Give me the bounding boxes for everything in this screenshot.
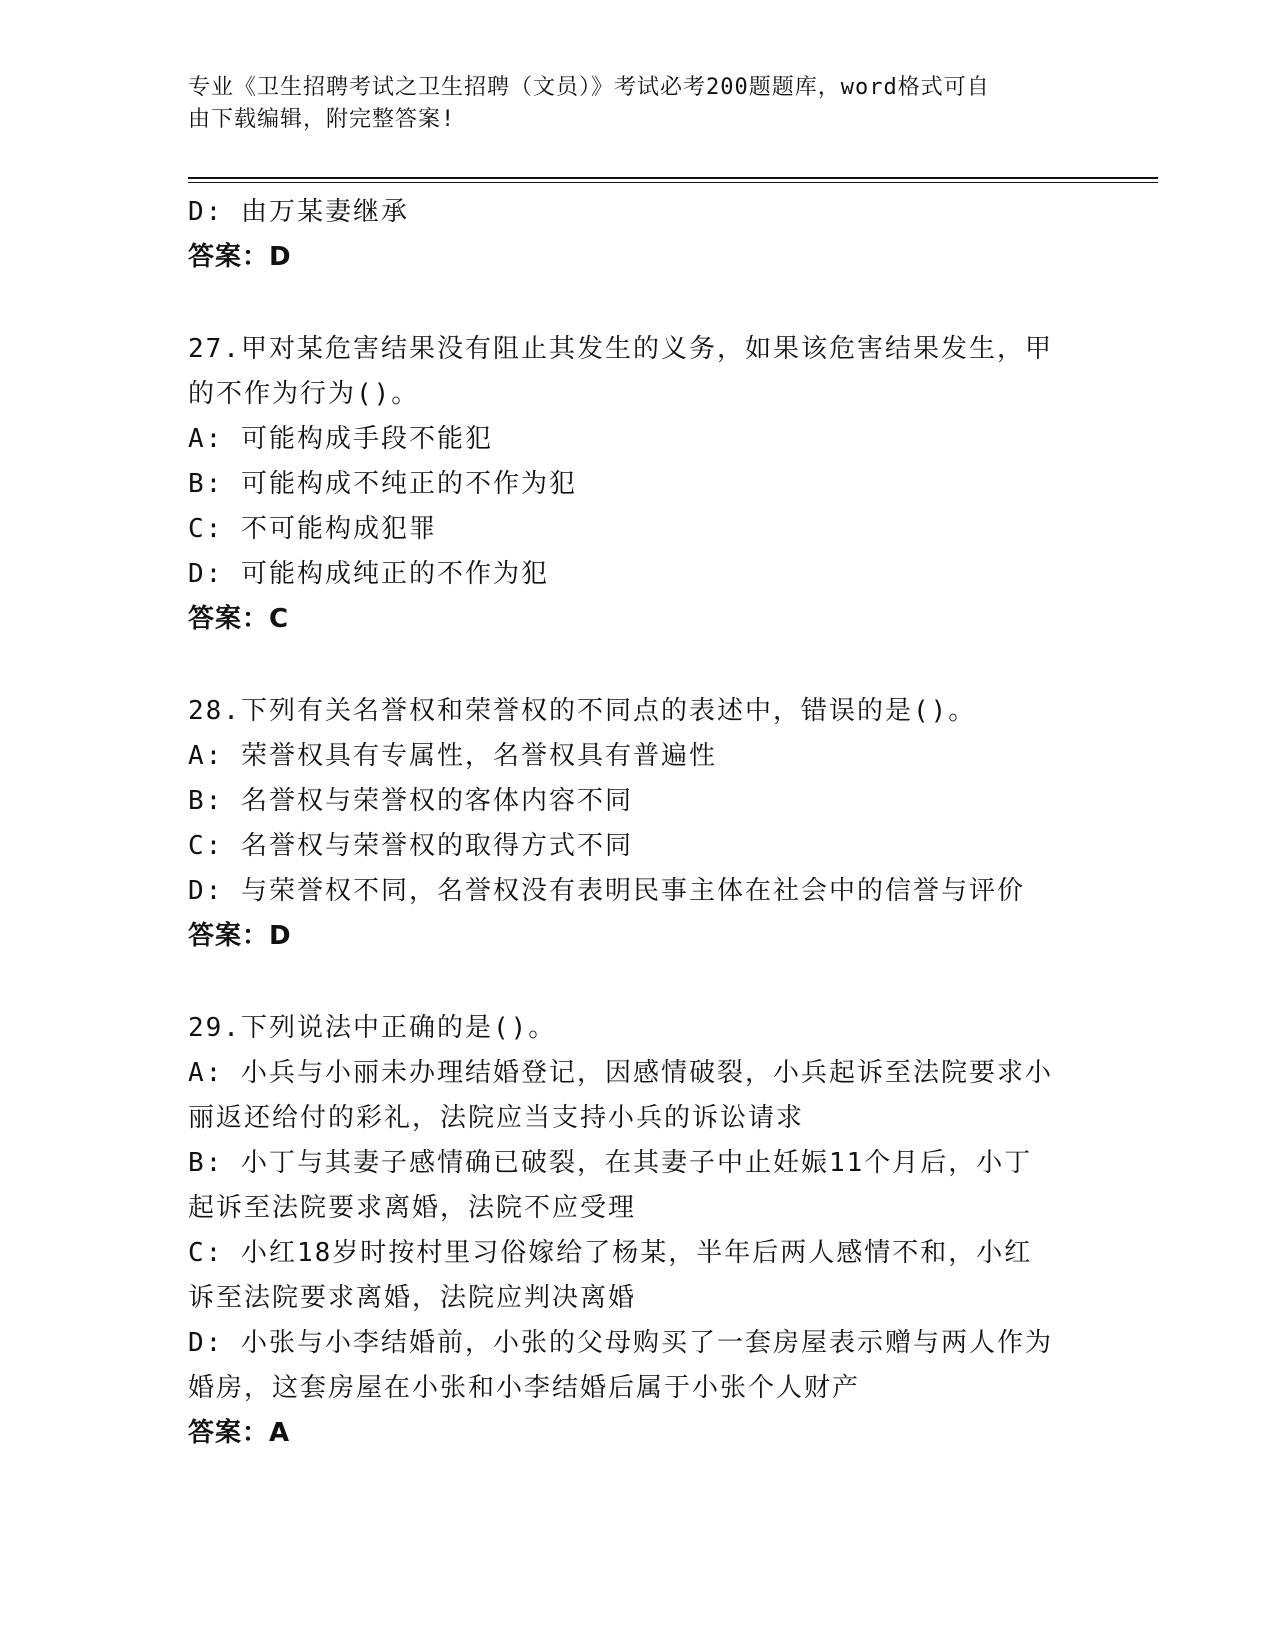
header-title-line-1: 专业《卫生招聘考试之卫生招聘（文员）》考试必考200题题库，word格式可自: [188, 75, 990, 100]
question-spacer: [188, 280, 1088, 327]
question-list: [188, 190, 1088, 1456]
option-d: D: 小张与小李结婚前，小张的父母购买了一套房屋表示赠与两人作为: [188, 1328, 1053, 1358]
question-block-27: [188, 327, 1088, 642]
question-stem: 27.甲对某危害结果没有阻止其发生的义务，如果该危害结果发生，甲: [188, 334, 1053, 364]
option-a: A: 小兵与小丽未办理结婚登记，因感情破裂，小兵起诉至法院要求小: [188, 1058, 1053, 1088]
answer-label: 答案：C: [188, 604, 290, 634]
option-d-continued: 婚房，这套房屋在小张和小李结婚后属于小张个人财产: [188, 1373, 861, 1403]
option-a: A: 荣誉权具有专属性，名誉权具有普遍性: [188, 741, 717, 771]
document-header: [188, 72, 1068, 136]
option-b: B: 小丁与其妻子感情确已破裂，在其妻子中止妊娠11个月后，小丁: [188, 1148, 1033, 1178]
question-block-28: [188, 689, 1088, 959]
option-c: C: 名誉权与荣誉权的取得方式不同: [188, 831, 633, 861]
answer-label: 答案：D: [188, 921, 292, 951]
answer-label: 答案：D: [188, 242, 292, 272]
option-c: C: 小红18岁时按村里习俗嫁给了杨某，半年后两人感情不和，小红: [188, 1238, 1033, 1268]
option-d: D: 由万某妻继承: [188, 197, 409, 227]
question-block-29: [188, 1006, 1088, 1456]
question-block-previous: [188, 190, 1088, 280]
question-spacer: [188, 642, 1088, 689]
header-divider-thick: [188, 177, 1158, 179]
option-d: D: 与荣誉权不同，名誉权没有表明民事主体在社会中的信誉与评价: [188, 876, 1025, 906]
option-a: A: 可能构成手段不能犯: [188, 424, 493, 454]
answer-label: 答案：A: [188, 1418, 291, 1448]
option-b: B: 名誉权与荣誉权的客体内容不同: [188, 786, 633, 816]
option-c: C: 不可能构成犯罪: [188, 514, 437, 544]
question-stem: 28.下列有关名誉权和荣誉权的不同点的表述中，错误的是()。: [188, 696, 977, 726]
header-divider-thin: [188, 182, 1158, 183]
question-stem: 29.下列说法中正确的是()。: [188, 1013, 557, 1043]
option-c-continued: 诉至法院要求离婚，法院应判决离婚: [188, 1283, 637, 1313]
option-a-continued: 丽返还给付的彩礼，法院应当支持小兵的诉讼请求: [188, 1103, 805, 1133]
question-spacer: [188, 959, 1088, 1006]
option-b: B: 可能构成不纯正的不作为犯: [188, 469, 577, 499]
option-d: D: 可能构成纯正的不作为犯: [188, 559, 549, 589]
option-b-continued: 起诉至法院要求离婚，法院不应受理: [188, 1193, 637, 1223]
header-title-line-2: 由下载编辑，附完整答案!: [188, 107, 456, 132]
question-stem: 的不作为行为()。: [188, 379, 420, 409]
